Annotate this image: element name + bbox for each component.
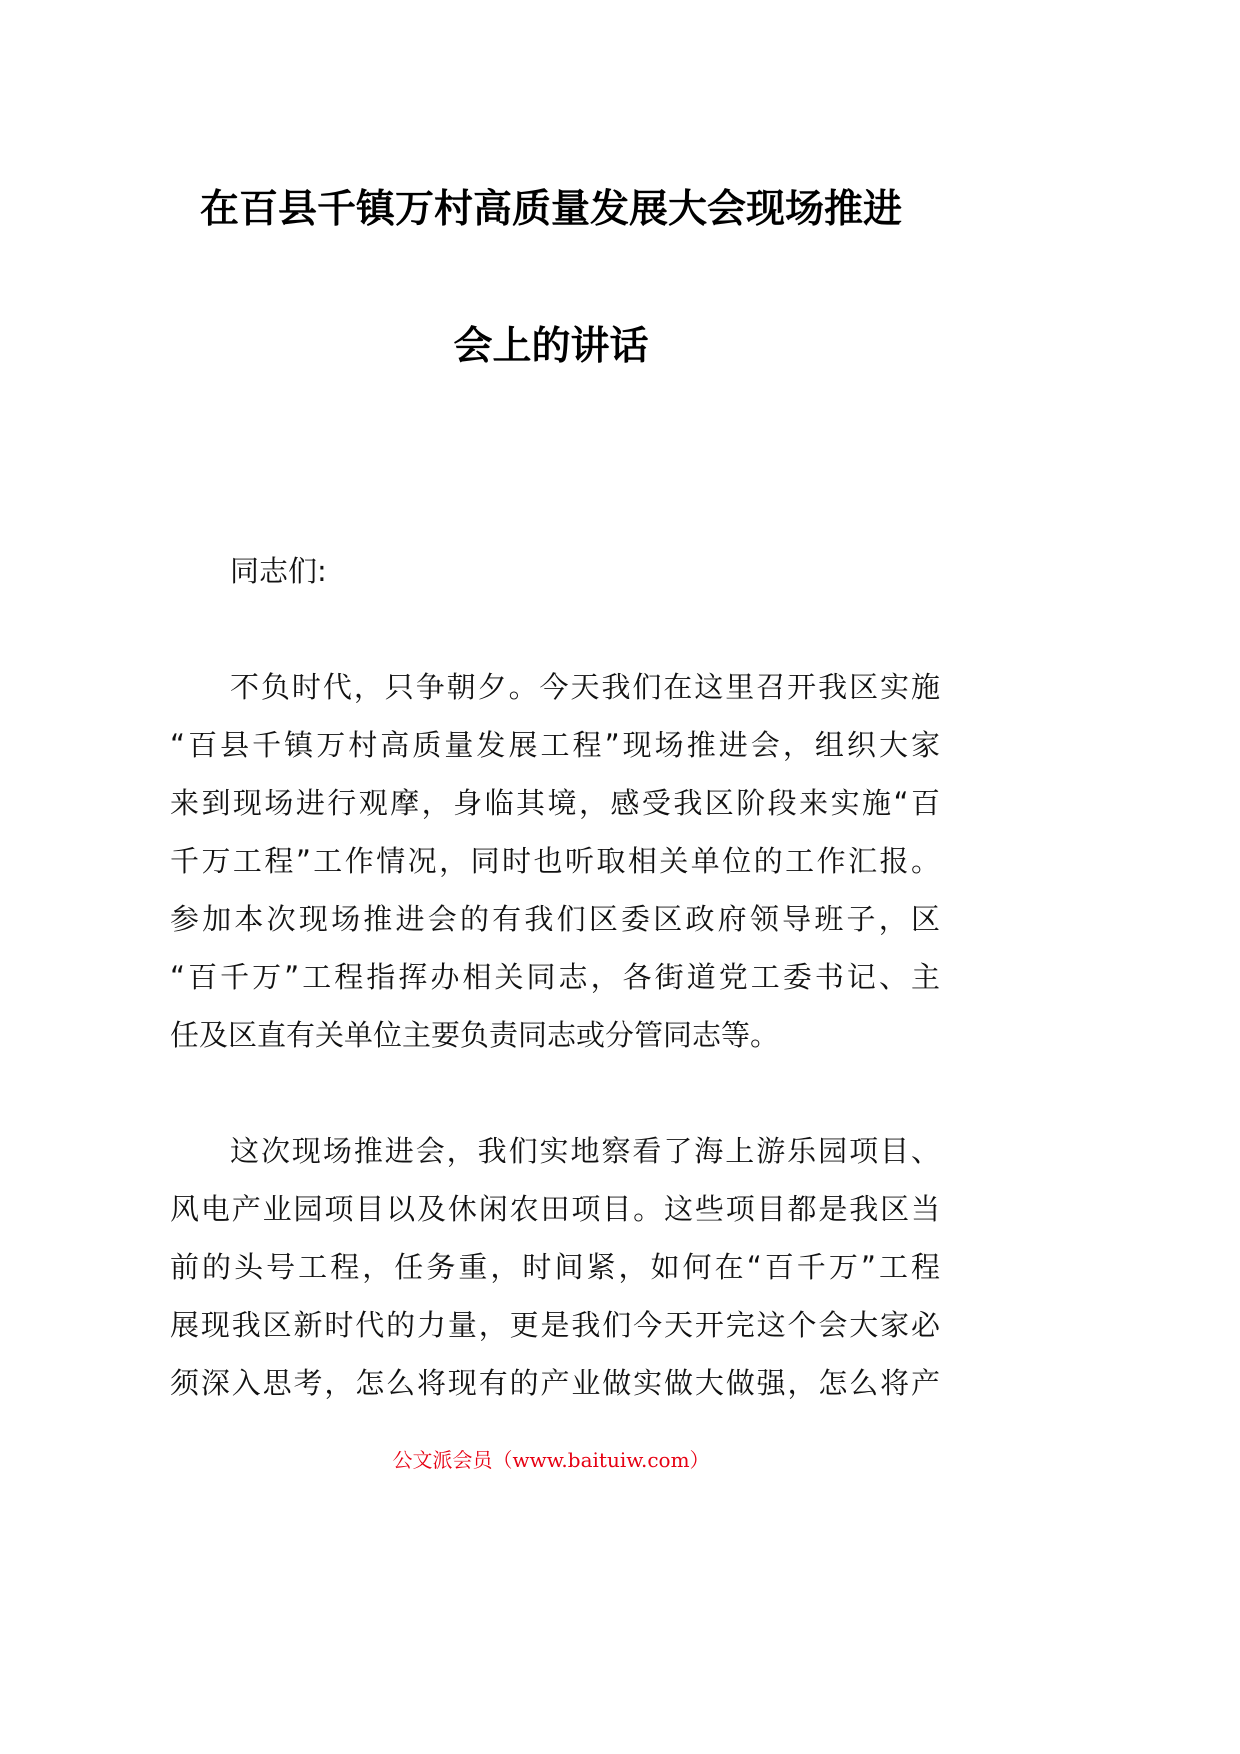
paragraph-line: 千万工程”工作情况，同时也听取相关单位的工作汇报。: [170, 844, 940, 878]
paragraph-1: [170, 658, 940, 1064]
paragraph-line: 任及区直有关单位主要负责同志或分管同志等。: [170, 1018, 780, 1052]
paragraph-line: 须深入思考，怎么将现有的产业做实做大做强，怎么将产: [170, 1366, 940, 1400]
paragraph-2: [170, 1122, 940, 1412]
paragraph-line: 前的头号工程，任务重，时间紧，如何在“百千万”工程: [170, 1250, 940, 1284]
salutation: 同志们:: [230, 554, 327, 588]
paragraph-line: “百千万”工程指挥办相关同志，各街道党工委书记、主: [170, 960, 940, 994]
paragraph-line: 参加本次现场推进会的有我们区委区政府领导班子，区: [170, 902, 940, 936]
paragraph-line: “百县千镇万村高质量发展工程”现场推进会，组织大家: [170, 728, 940, 762]
footer-watermark: 公文派会员（www.baituiw.com）: [392, 1448, 710, 1472]
paragraph-line: 来到现场进行观摩，身临其境，感受我区阶段来实施“百: [170, 786, 940, 820]
paragraph-line: 这次现场推进会，我们实地察看了海上游乐园项目、: [230, 1134, 940, 1168]
paragraph-line: 不负时代，只争朝夕。今天我们在这里召开我区实施: [230, 670, 940, 704]
paragraph-line: 展现我区新时代的力量，更是我们今天开完这个会大家必: [170, 1308, 940, 1342]
paragraph-line: 风电产业园项目以及休闲农田项目。这些项目都是我区当: [170, 1192, 940, 1226]
document-title-line-2: 会上的讲话: [453, 324, 649, 369]
document-title-line-1: 在百县千镇万村高质量发展大会现场推进: [199, 187, 902, 232]
